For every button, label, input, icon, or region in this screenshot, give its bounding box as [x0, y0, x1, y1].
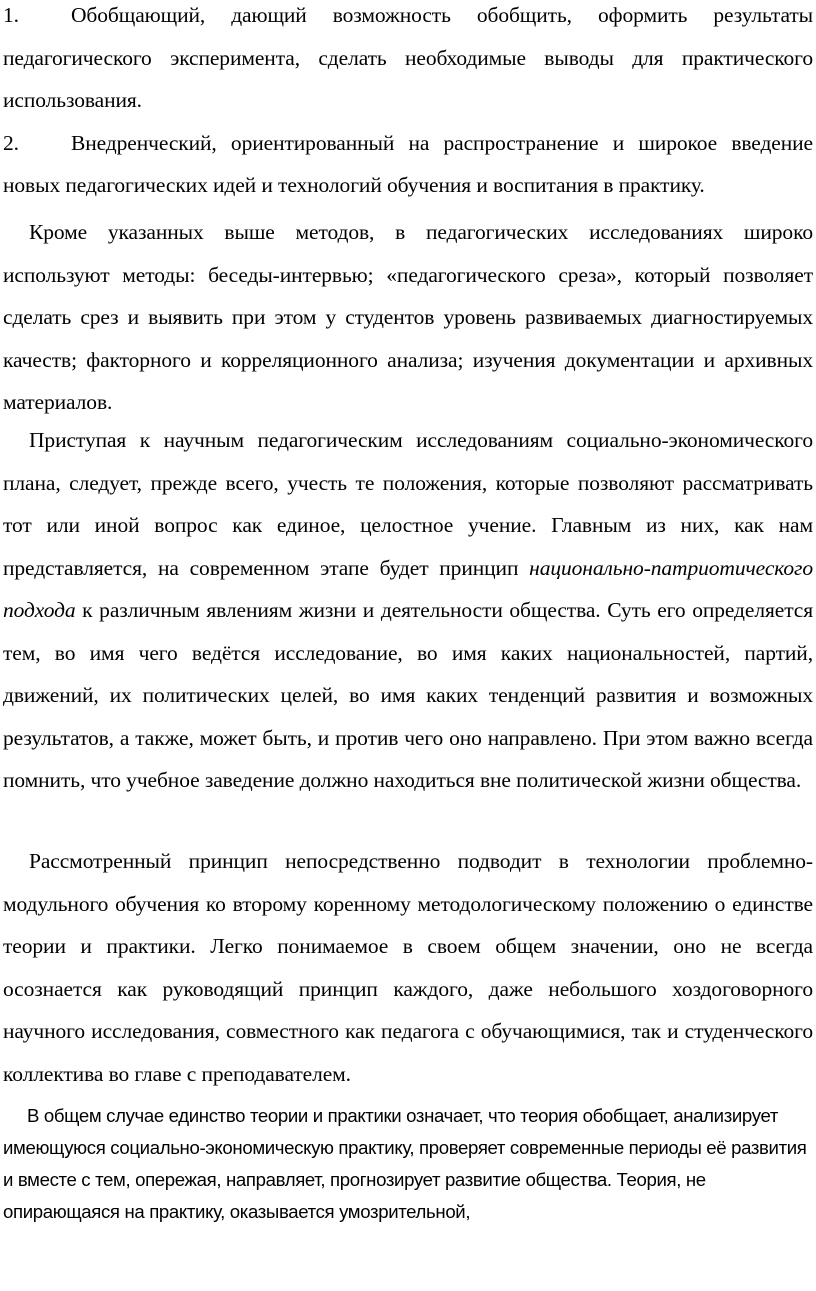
principle-text-after: к различным явлениям жизни и деятельности общества. Суть его определяется тем, во имя чего ведётся исследование, во имя каких национальностей, партий, движений, их политических целей, во имя каких тенденций развития и возможных результатов, а также, может быть, и против чего оно направлено. При этом важно всегда помнить, что учебное заведение должно находиться вне политической жизни общества.: [3, 598, 813, 792]
paragraph-methods: Кроме указанных выше методов, в педагогических исследованиях широко используют методы: беседы-интервью; «педагогического среза», который позволяет сделать срез и выявить при этом у студентов уровень развиваемых диагностируемых качеств; факторного и корреляционного анализа; изучения документации и архивных материалов.: [3, 220, 813, 414]
list-number: 2.: [3, 130, 19, 155]
list-item-1: [3, 0, 813, 122]
numbered-list: [3, 0, 813, 207]
paragraph-principle: [3, 419, 813, 802]
list-number: 1.: [3, 3, 19, 27]
list-text: Обобщающий, дающий возможность обобщить, оформить результаты педагогического эксперимента, сделать необходимые выводы для практического использования.: [3, 3, 813, 112]
paragraph-general: В общем случае единство теории и практики означает, что теория обобщает, анализирует имеющуюся социально-экономическую практику, проверяет современные периоды её развития и вместе с тем, опережая, направляет, прогнозирует развитие общества. Теория, не опирающаяся на практику, оказывается умозрительной,: [3, 1105, 807, 1222]
list-text: Внедренческий, ориентированный на распространение и широкое введение новых педагогических идей и технологий обучения и воспитания в практику.: [3, 130, 813, 197]
principle-emphasis: национально-патриотического подхода: [3, 555, 813, 622]
paragraph-unity: Рассмотренный принцип непосредственно подводит в технологии проблемно-модульного обучения ко второму коренному методологическому положению о единстве теории и практики. Легко понимаемое в своем общем значении, оно не всегда осознается как руководящий принцип каждого, даже небольшого хоздоговорного научного исследования, совместного как педагога с обучающимися, так и студенческого коллектива во главе с преподавателем.: [3, 849, 813, 1086]
list-item-2: [3, 122, 813, 207]
principle-text-before: Приступая к научным педагогическим исследованиям социально-экономического плана, следует, прежде всего, учесть те положения, которые позволяют рассматривать тот или иной вопрос как единое, целостное учение. Главным из них, как нам представляется, на современном этапе будет принцип: [3, 428, 813, 580]
